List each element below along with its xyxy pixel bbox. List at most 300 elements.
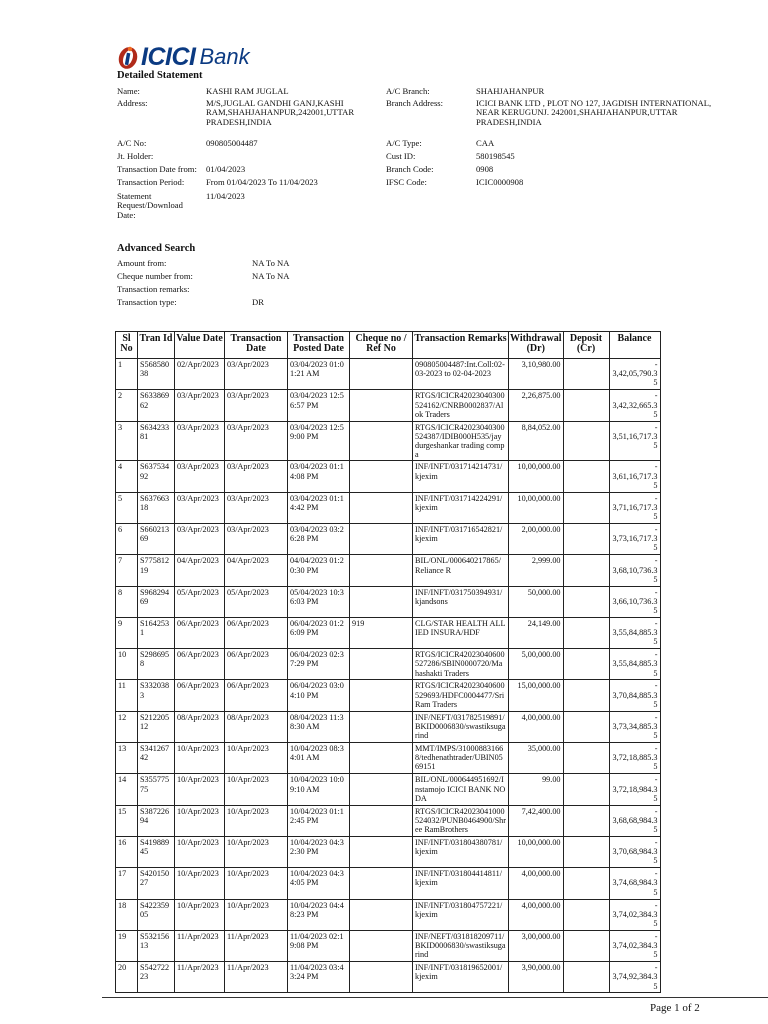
cell-cheque-ref [350, 524, 413, 555]
field-label: A/C Type: [386, 138, 422, 148]
cell-posted-date: 04/04/2023 01:20:30 PM [288, 555, 350, 586]
field-label: IFSC Code: [386, 177, 427, 187]
cell-tran-id: S35577575 [138, 774, 175, 805]
footer-divider [102, 997, 768, 998]
col-header-posted-date: Transaction Posted Date [288, 332, 350, 359]
cell-cheque-ref [350, 461, 413, 492]
field-label: Cust ID: [386, 151, 416, 161]
cell-value-date: 03/Apr/2023 [175, 421, 225, 461]
field-value: CAA [476, 138, 495, 148]
field-value: DR [252, 297, 264, 307]
cell-tran-id: S96829469 [138, 586, 175, 617]
balance-value: 3,51,16,717.35 [612, 431, 658, 450]
cell-sl-no: 19 [116, 930, 138, 961]
cell-remarks: 090805004487:Int.Coll:02-03-2023 to 02-04-2023 [413, 359, 509, 390]
balance-value: 3,74,02,384.35 [612, 909, 658, 928]
cell-deposit [563, 836, 609, 867]
col-header-withdrawal: Withdrawal (Dr) [509, 332, 564, 359]
cell-deposit [563, 461, 609, 492]
cell-deposit [563, 390, 609, 421]
cell-sl-no: 5 [116, 492, 138, 523]
cell-value-date: 06/Apr/2023 [175, 649, 225, 680]
cell-transaction-date: 10/Apr/2023 [225, 743, 288, 774]
balance-value: 3,42,05,790.35 [612, 369, 658, 388]
cell-remarks: BIL/ONL/000644951692/Instamojo ICICI BANK NODA [413, 774, 509, 805]
cell-withdrawal: 3,00,000.00 [509, 930, 564, 961]
table-row [116, 774, 661, 805]
cell-cheque-ref [350, 930, 413, 961]
cell-value-date: 11/Apr/2023 [175, 930, 225, 961]
cell-value-date: 08/Apr/2023 [175, 711, 225, 742]
cell-deposit [563, 492, 609, 523]
cell-remarks: RTGS/ICICR42023041000524032/PUNB0464900/Shree RamBrothers [413, 805, 509, 836]
cell-tran-id: S63423381 [138, 421, 175, 461]
cell-posted-date: 03/04/2023 12:59:00 PM [288, 421, 350, 461]
balance-sign: - [654, 869, 658, 879]
cell-withdrawal: 2,26,875.00 [509, 390, 564, 421]
cell-deposit [563, 617, 609, 648]
balance-sign: - [654, 775, 658, 785]
cell-transaction-date: 10/Apr/2023 [225, 774, 288, 805]
table-row [116, 390, 661, 421]
cell-balance [609, 930, 660, 961]
cell-deposit [563, 868, 609, 899]
table-row [116, 524, 661, 555]
cell-withdrawal: 10,00,000.00 [509, 836, 564, 867]
cell-balance [609, 649, 660, 680]
balance-sign: - [654, 493, 658, 503]
table-row [116, 962, 661, 993]
cell-sl-no: 11 [116, 680, 138, 711]
field-value: M/S,JUGLAL GANDHI GANJ,KASHI RAM,SHAHJAHANPUR,242001,UTTAR PRADESH,INDIA [206, 98, 355, 127]
balance-value: 3,55,84,885.35 [612, 659, 658, 678]
cell-withdrawal: 7,42,400.00 [509, 805, 564, 836]
cell-deposit [563, 524, 609, 555]
field-label: Statement Request/Download Date: [117, 191, 183, 220]
cell-cheque-ref [350, 899, 413, 930]
cell-cheque-ref [350, 359, 413, 390]
table-row [116, 359, 661, 390]
balance-value: 3,55,84,885.35 [612, 628, 658, 647]
field-value: NA To NA [252, 258, 290, 268]
cell-value-date: 06/Apr/2023 [175, 680, 225, 711]
field-value: 090805004487 [206, 138, 258, 148]
balance-value: 3,73,16,717.35 [612, 534, 658, 553]
cell-value-date: 10/Apr/2023 [175, 743, 225, 774]
table-row [116, 680, 661, 711]
cell-posted-date: 10/04/2023 10:09:10 AM [288, 774, 350, 805]
field-label: A/C No: [117, 138, 147, 148]
cell-posted-date: 10/04/2023 08:34:01 AM [288, 743, 350, 774]
cell-tran-id: S21220512 [138, 711, 175, 742]
cell-balance [609, 868, 660, 899]
cell-remarks: CLG/STAR HEALTH ALLIED INSURA/HDF [413, 617, 509, 648]
cell-transaction-date: 03/Apr/2023 [225, 390, 288, 421]
balance-value: 3,70,68,984.35 [612, 847, 658, 866]
cell-withdrawal: 4,00,000.00 [509, 899, 564, 930]
cell-cheque-ref [350, 555, 413, 586]
field-label: Amount from: [117, 258, 167, 268]
balance-sign: - [654, 556, 658, 566]
bank-logo [117, 42, 250, 72]
cell-withdrawal: 2,999.00 [509, 555, 564, 586]
cell-transaction-date: 10/Apr/2023 [225, 836, 288, 867]
table-row [116, 899, 661, 930]
cell-tran-id: S42015027 [138, 868, 175, 899]
cell-sl-no: 8 [116, 586, 138, 617]
field-label: Name: [117, 86, 140, 96]
cell-posted-date: 10/04/2023 04:34:05 PM [288, 868, 350, 899]
cell-value-date: 11/Apr/2023 [175, 962, 225, 993]
cell-balance [609, 586, 660, 617]
cell-remarks: INF/INFT/031804414811/kjexim [413, 868, 509, 899]
cell-transaction-date: 03/Apr/2023 [225, 492, 288, 523]
field-value: 11/04/2023 [206, 191, 245, 201]
cell-remarks: INF/INFT/031714214731/kjexim [413, 461, 509, 492]
field-label: Jt. Holder: [117, 151, 154, 161]
balance-sign: - [654, 360, 658, 369]
cell-balance [609, 421, 660, 461]
cell-deposit [563, 359, 609, 390]
cell-deposit [563, 743, 609, 774]
col-header-remarks: Transaction Remarks [413, 332, 509, 359]
cell-tran-id: S3320383 [138, 680, 175, 711]
col-header-sl-no: Sl No [116, 332, 138, 359]
cell-sl-no: 9 [116, 617, 138, 648]
cell-value-date: 04/Apr/2023 [175, 555, 225, 586]
cell-balance [609, 617, 660, 648]
cell-balance [609, 836, 660, 867]
table-row [116, 555, 661, 586]
cell-sl-no: 20 [116, 962, 138, 993]
cell-transaction-date: 06/Apr/2023 [225, 617, 288, 648]
cell-cheque-ref [350, 836, 413, 867]
cell-withdrawal: 4,00,000.00 [509, 711, 564, 742]
balance-sign: - [654, 422, 658, 432]
balance-value: 3,73,34,885.35 [612, 721, 658, 741]
cell-balance [609, 680, 660, 711]
field-label: Address: [117, 98, 148, 108]
cell-transaction-date: 04/Apr/2023 [225, 555, 288, 586]
cell-transaction-date: 05/Apr/2023 [225, 586, 288, 617]
cell-deposit [563, 774, 609, 805]
cell-cheque-ref [350, 962, 413, 993]
field-value: ICIC0000908 [476, 177, 524, 187]
cell-tran-id: S34126742 [138, 743, 175, 774]
col-header-transaction-date: Transaction Date [225, 332, 288, 359]
cell-deposit [563, 805, 609, 836]
cell-deposit [563, 680, 609, 711]
cell-posted-date: 10/04/2023 04:32:30 PM [288, 836, 350, 867]
cell-deposit [563, 555, 609, 586]
cell-remarks: INF/INFT/031716542821/kjexim [413, 524, 509, 555]
cell-tran-id: S63766318 [138, 492, 175, 523]
cell-balance [609, 743, 660, 774]
cell-withdrawal: 15,00,000.00 [509, 680, 564, 711]
table-row [116, 930, 661, 961]
cell-cheque-ref [350, 743, 413, 774]
cell-tran-id: S66021369 [138, 524, 175, 555]
cell-posted-date: 10/04/2023 04:48:23 PM [288, 899, 350, 930]
cell-balance [609, 461, 660, 492]
cell-withdrawal: 35,000.00 [509, 743, 564, 774]
cell-value-date: 10/Apr/2023 [175, 836, 225, 867]
table-row [116, 461, 661, 492]
balance-sign: - [654, 806, 658, 816]
cell-deposit [563, 586, 609, 617]
cell-value-date: 03/Apr/2023 [175, 524, 225, 555]
table-row [116, 421, 661, 461]
field-value: 0908 [476, 164, 494, 174]
cell-value-date: 06/Apr/2023 [175, 617, 225, 648]
balance-value: 3,66,10,736.35 [612, 596, 658, 615]
cell-remarks: INF/INFT/031804757221/kjexim [413, 899, 509, 930]
field-label: Transaction type: [117, 297, 177, 307]
balance-sign: - [654, 525, 658, 534]
col-header-balance: Balance [609, 332, 660, 359]
cell-posted-date: 06/04/2023 02:37:29 PM [288, 649, 350, 680]
cell-value-date: 03/Apr/2023 [175, 492, 225, 523]
cell-balance [609, 492, 660, 523]
field-value: KASHI RAM JUGLAL [206, 86, 289, 96]
cell-withdrawal: 2,00,000.00 [509, 524, 564, 555]
cell-deposit [563, 962, 609, 993]
balance-sign: - [654, 681, 658, 691]
cell-value-date: 10/Apr/2023 [175, 899, 225, 930]
cell-value-date: 03/Apr/2023 [175, 461, 225, 492]
transactions-table [115, 331, 661, 993]
cell-remarks: MMT/IMPS/310008831668/tedhenathtrader/UBIN0569151 [413, 743, 509, 774]
balance-value: 3,74,02,384.35 [612, 941, 658, 960]
balance-sign: - [654, 650, 658, 660]
cell-balance [609, 899, 660, 930]
cell-cheque-ref [350, 711, 413, 742]
balance-value: 3,71,16,717.35 [612, 502, 658, 522]
cell-withdrawal: 8,84,052.00 [509, 421, 564, 461]
balance-sign: - [654, 900, 658, 910]
cell-value-date: 10/Apr/2023 [175, 774, 225, 805]
cell-cheque-ref [350, 586, 413, 617]
cell-withdrawal: 5,00,000.00 [509, 649, 564, 680]
table-row [116, 805, 661, 836]
cell-sl-no: 14 [116, 774, 138, 805]
cell-balance [609, 555, 660, 586]
cell-cheque-ref [350, 805, 413, 836]
cell-posted-date: 11/04/2023 02:19:08 PM [288, 930, 350, 961]
table-body [116, 359, 661, 993]
cell-balance [609, 390, 660, 421]
balance-sign: - [654, 931, 658, 941]
cell-cheque-ref [350, 680, 413, 711]
cell-value-date: 10/Apr/2023 [175, 805, 225, 836]
field-label: Branch Address: [386, 98, 444, 108]
balance-sign: - [654, 618, 658, 628]
cell-posted-date: 03/04/2023 12:56:57 PM [288, 390, 350, 421]
field-label: Branch Code: [386, 164, 434, 174]
cell-balance [609, 711, 660, 742]
cell-transaction-date: 03/Apr/2023 [225, 421, 288, 461]
cell-deposit [563, 711, 609, 742]
field-label: Cheque number from: [117, 271, 193, 281]
cell-cheque-ref [350, 390, 413, 421]
cell-posted-date: 11/04/2023 03:43:24 PM [288, 962, 350, 993]
cell-posted-date: 03/04/2023 01:14:08 PM [288, 461, 350, 492]
cell-transaction-date: 06/Apr/2023 [225, 680, 288, 711]
cell-balance [609, 805, 660, 836]
cell-sl-no: 17 [116, 868, 138, 899]
cell-remarks: INF/INFT/031819652001/kjexim [413, 962, 509, 993]
cell-remarks: RTGS/ICICR42023040300524387/IDIB000H535/jay durgeshankar trading compa [413, 421, 509, 461]
balance-sign: - [654, 963, 658, 973]
cell-withdrawal: 24,149.00 [509, 617, 564, 648]
balance-value: 3,72,18,984.35 [612, 784, 658, 803]
balance-sign: - [654, 712, 658, 722]
cell-remarks: INF/INFT/031804380781/kjexim [413, 836, 509, 867]
cell-value-date: 03/Apr/2023 [175, 390, 225, 421]
cell-sl-no: 12 [116, 711, 138, 742]
field-label: Transaction Date from: [117, 164, 197, 174]
cell-withdrawal: 4,00,000.00 [509, 868, 564, 899]
balance-sign: - [654, 744, 658, 754]
cell-posted-date: 10/04/2023 01:12:45 PM [288, 805, 350, 836]
cell-value-date: 10/Apr/2023 [175, 868, 225, 899]
cell-tran-id: S54272223 [138, 962, 175, 993]
cell-posted-date: 08/04/2023 11:38:30 AM [288, 711, 350, 742]
cell-cheque-ref [350, 649, 413, 680]
balance-value: 3,61,16,717.35 [612, 471, 658, 490]
balance-value: 3,68,68,984.35 [612, 815, 658, 835]
cell-balance [609, 774, 660, 805]
cell-cheque-ref [350, 774, 413, 805]
cell-posted-date: 06/04/2023 01:26:09 PM [288, 617, 350, 648]
cell-sl-no: 6 [116, 524, 138, 555]
cell-balance [609, 359, 660, 390]
cell-cheque-ref [350, 868, 413, 899]
cell-tran-id: S63386962 [138, 390, 175, 421]
cell-tran-id: S38722694 [138, 805, 175, 836]
balance-value: 3,42,32,665.35 [612, 400, 658, 419]
cell-sl-no: 7 [116, 555, 138, 586]
cell-transaction-date: 11/Apr/2023 [225, 962, 288, 993]
cell-remarks: RTGS/ICICR42023040600529693/HDFC0004477/Sri Ram Traders [413, 680, 509, 711]
cell-transaction-date: 10/Apr/2023 [225, 899, 288, 930]
cell-tran-id: S53215613 [138, 930, 175, 961]
cell-tran-id: S56858038 [138, 359, 175, 390]
cell-sl-no: 3 [116, 421, 138, 461]
cell-sl-no: 13 [116, 743, 138, 774]
balance-value: 3,74,92,384.35 [612, 972, 658, 991]
cell-cheque-ref [350, 492, 413, 523]
cell-posted-date: 03/04/2023 03:26:28 PM [288, 524, 350, 555]
balance-sign: - [654, 587, 658, 597]
field-value: SHAHJAHANPUR [476, 86, 545, 96]
cell-balance [609, 962, 660, 993]
cell-tran-id: S63753492 [138, 461, 175, 492]
cell-value-date: 02/Apr/2023 [175, 359, 225, 390]
cell-remarks: INF/INFT/031750394931/kjandsons [413, 586, 509, 617]
col-header-value-date: Value Date [175, 332, 225, 359]
cell-sl-no: 2 [116, 390, 138, 421]
cell-withdrawal: 3,10,980.00 [509, 359, 564, 390]
statement-title: Detailed Statement [117, 70, 203, 81]
cell-withdrawal: 50,000.00 [509, 586, 564, 617]
table-header-row [116, 332, 661, 359]
cell-tran-id: S77581219 [138, 555, 175, 586]
table-row [116, 617, 661, 648]
cell-remarks: RTGS/ICICR42023040600527286/SBIN0000720/Mahashakti Traders [413, 649, 509, 680]
field-value: 01/04/2023 [206, 164, 246, 174]
col-header-deposit: Deposit (Cr) [563, 332, 609, 359]
cell-posted-date: 03/04/2023 01:01:21 AM [288, 359, 350, 390]
cell-transaction-date: 06/Apr/2023 [225, 649, 288, 680]
table-row [116, 586, 661, 617]
cell-tran-id: S1642531 [138, 617, 175, 648]
cell-posted-date: 05/04/2023 10:36:03 PM [288, 586, 350, 617]
field-label: A/C Branch: [386, 86, 430, 96]
cell-sl-no: 15 [116, 805, 138, 836]
col-header-cheque-ref: Cheque no / Ref No [350, 332, 413, 359]
cell-transaction-date: 03/Apr/2023 [225, 524, 288, 555]
cell-sl-no: 4 [116, 461, 138, 492]
advanced-search-title: Advanced Search [117, 243, 196, 254]
field-value: NA To NA [252, 271, 290, 281]
page-number: Page 1 of 2 [650, 1002, 700, 1014]
table-row [116, 836, 661, 867]
field-label: Transaction remarks: [117, 284, 190, 294]
cell-transaction-date: 03/Apr/2023 [225, 359, 288, 390]
balance-sign: - [654, 837, 658, 847]
cell-balance [609, 524, 660, 555]
cell-withdrawal: 10,00,000.00 [509, 461, 564, 492]
cell-deposit [563, 421, 609, 461]
logo-icici-text: ICICI [141, 42, 196, 71]
cell-value-date: 05/Apr/2023 [175, 586, 225, 617]
cell-transaction-date: 03/Apr/2023 [225, 461, 288, 492]
cell-tran-id: S42235905 [138, 899, 175, 930]
cell-cheque-ref: 919 [350, 617, 413, 648]
table-row [116, 492, 661, 523]
field-value: 580198545 [476, 151, 515, 161]
col-header-tran-id: Tran Id [138, 332, 175, 359]
cell-transaction-date: 08/Apr/2023 [225, 711, 288, 742]
logo-bank-text: Bank [199, 44, 250, 69]
balance-value: 3,70,84,885.35 [612, 690, 658, 709]
table-row [116, 743, 661, 774]
cell-cheque-ref [350, 421, 413, 461]
balance-value: 3,68,10,736.35 [612, 565, 658, 584]
balance-value: 3,72,18,885.35 [612, 753, 658, 772]
cell-deposit [563, 930, 609, 961]
icici-logo-icon [117, 44, 139, 70]
cell-remarks: BIL/ONL/000640217865/Reliance R [413, 555, 509, 586]
cell-deposit [563, 899, 609, 930]
balance-value: 3,74,68,984.35 [612, 878, 658, 897]
cell-transaction-date: 11/Apr/2023 [225, 930, 288, 961]
balance-sign: - [654, 391, 658, 401]
cell-remarks: INF/INFT/031714224291/kjexim [413, 492, 509, 523]
field-label: Transaction Period: [117, 177, 185, 187]
cell-transaction-date: 10/Apr/2023 [225, 805, 288, 836]
cell-withdrawal: 99.00 [509, 774, 564, 805]
cell-tran-id: S41988945 [138, 836, 175, 867]
cell-withdrawal: 10,00,000.00 [509, 492, 564, 523]
table-row [116, 711, 661, 742]
cell-remarks: INF/NEFT/031782519891/BKID0006830/swastiksugarind [413, 711, 509, 742]
field-value: ICICI BANK LTD , PLOT NO 127, JAGDISH INTERNATIONAL, NEAR KERUGUNJ. 242001,SHAHJAHANPUR,UTTAR PRADESH,INDIA [476, 98, 712, 127]
cell-posted-date: 06/04/2023 03:04:10 PM [288, 680, 350, 711]
field-value: From 01/04/2023 To 11/04/2023 [206, 177, 318, 187]
cell-remarks: INF/NEFT/031818209711/BKID0006830/swastiksugarind [413, 930, 509, 961]
